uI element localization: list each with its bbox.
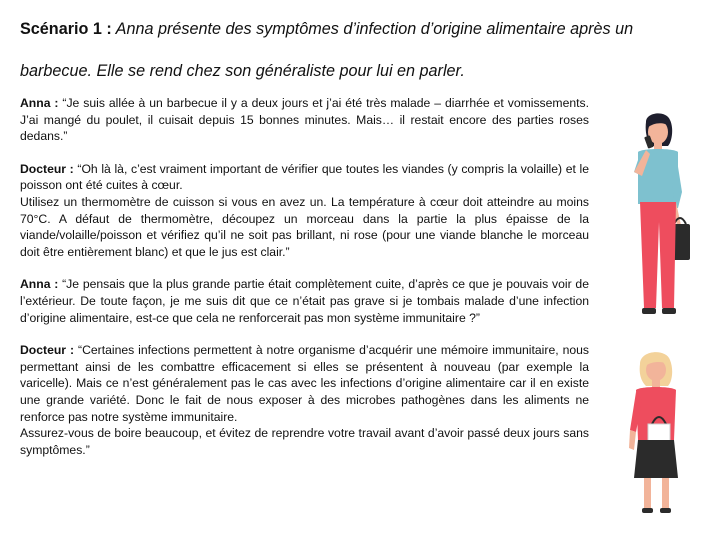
dialogue-turn-docteur-1 <box>20 161 589 261</box>
woman-phone-svg <box>612 112 708 330</box>
skirt-shape <box>634 440 678 478</box>
speaker-label: Anna : <box>20 277 59 292</box>
speaker-label: Docteur : <box>20 161 74 176</box>
dialogue-text: “Oh là là, c’est vraiment important de vérifier que toutes les viandes (y compris la volaille) et le poisson ont été cuites à cœur. <box>20 161 589 193</box>
arm-left-shape <box>629 430 636 450</box>
shoe-right-shape <box>660 508 671 513</box>
neck-shape <box>652 379 660 387</box>
shoe-right-shape <box>662 308 676 314</box>
dialogue-turn-docteur-2 <box>20 342 589 458</box>
shoe-left-shape <box>642 308 656 314</box>
scenario-title <box>20 8 700 92</box>
speaker-label: Anna : <box>20 96 59 110</box>
dialogue-text: Utilisez un thermomètre de cuisson si vous en avez un. La température à cœur doit atteindre au moins 70°C. A défaut de thermomètre, découpez un morceau dans la partie la plus épaisse de la viande/volaille/poisson et vérifiez qu’il ne soit pas brillant, ni rose (pour une viande blanche le morceau doit être entièrement blanc) et que le jus est clair.” <box>20 194 589 259</box>
dialogue-text: “Je pensais que la plus grande partie était complètement cuite, d’après ce que je pouvais voir de l’extérieur. De toute façon, je me suis dit que ce n’était pas grave si je tombais malade d’une infection d’origine alimentaire, est-ce que cela ne renforcerait pas mon système immunitaire ?” <box>20 277 589 325</box>
scenario-title-text: Anna présente des symptômes d’infection d’origine alimentaire après un barbecue. Elle se rend chez son généraliste pour lui en parler. <box>20 20 634 80</box>
dialogue-text: Assurez-vous de boire beaucoup, et évitez de reprendre votre travail avant d’avoir passé deux jours sans symptômes.” <box>20 426 589 457</box>
leg-right-shape <box>662 478 669 508</box>
woman-phone-illustration <box>612 112 708 330</box>
dialogue-text: “Je suis allée à un barbecue il y a deux jours et j’ai été très malade – diarrhée et vomissements. J’ai mangé du poulet, il cuisait depuis 15 bonnes minutes. Mais… il restait encore des parties roses dedans.” <box>20 96 589 144</box>
dialogue-turn-anna-1 <box>20 95 589 145</box>
neck-shape <box>654 142 662 150</box>
dialogue-turn-anna-2 <box>20 276 589 326</box>
leg-left-shape <box>644 478 651 508</box>
scenario-title-lead: Scénario 1 : <box>20 20 112 38</box>
dialogue-text: “Certaines infections permettent à notre organisme d’acquérir une mémoire immunitaire, nous permettant ainsi de les combattre efficacement si elles se présentent à nouveau (par exemple la varicelle). Mais ce n’est généralement pas le cas avec les infections d’origine alimentaire car il en existe une grande variété. Donc le fait de nous exposer à des microbes pathogènes dans les aliments ne renforce pas notre système immunitaire. <box>20 343 589 424</box>
dialogue <box>20 95 589 474</box>
shoe-left-shape <box>642 508 653 513</box>
woman-shopping-bag-illustration <box>612 350 708 518</box>
woman-bag-svg <box>612 350 708 518</box>
trousers-shape <box>640 202 676 308</box>
speaker-label: Docteur : <box>20 343 75 358</box>
